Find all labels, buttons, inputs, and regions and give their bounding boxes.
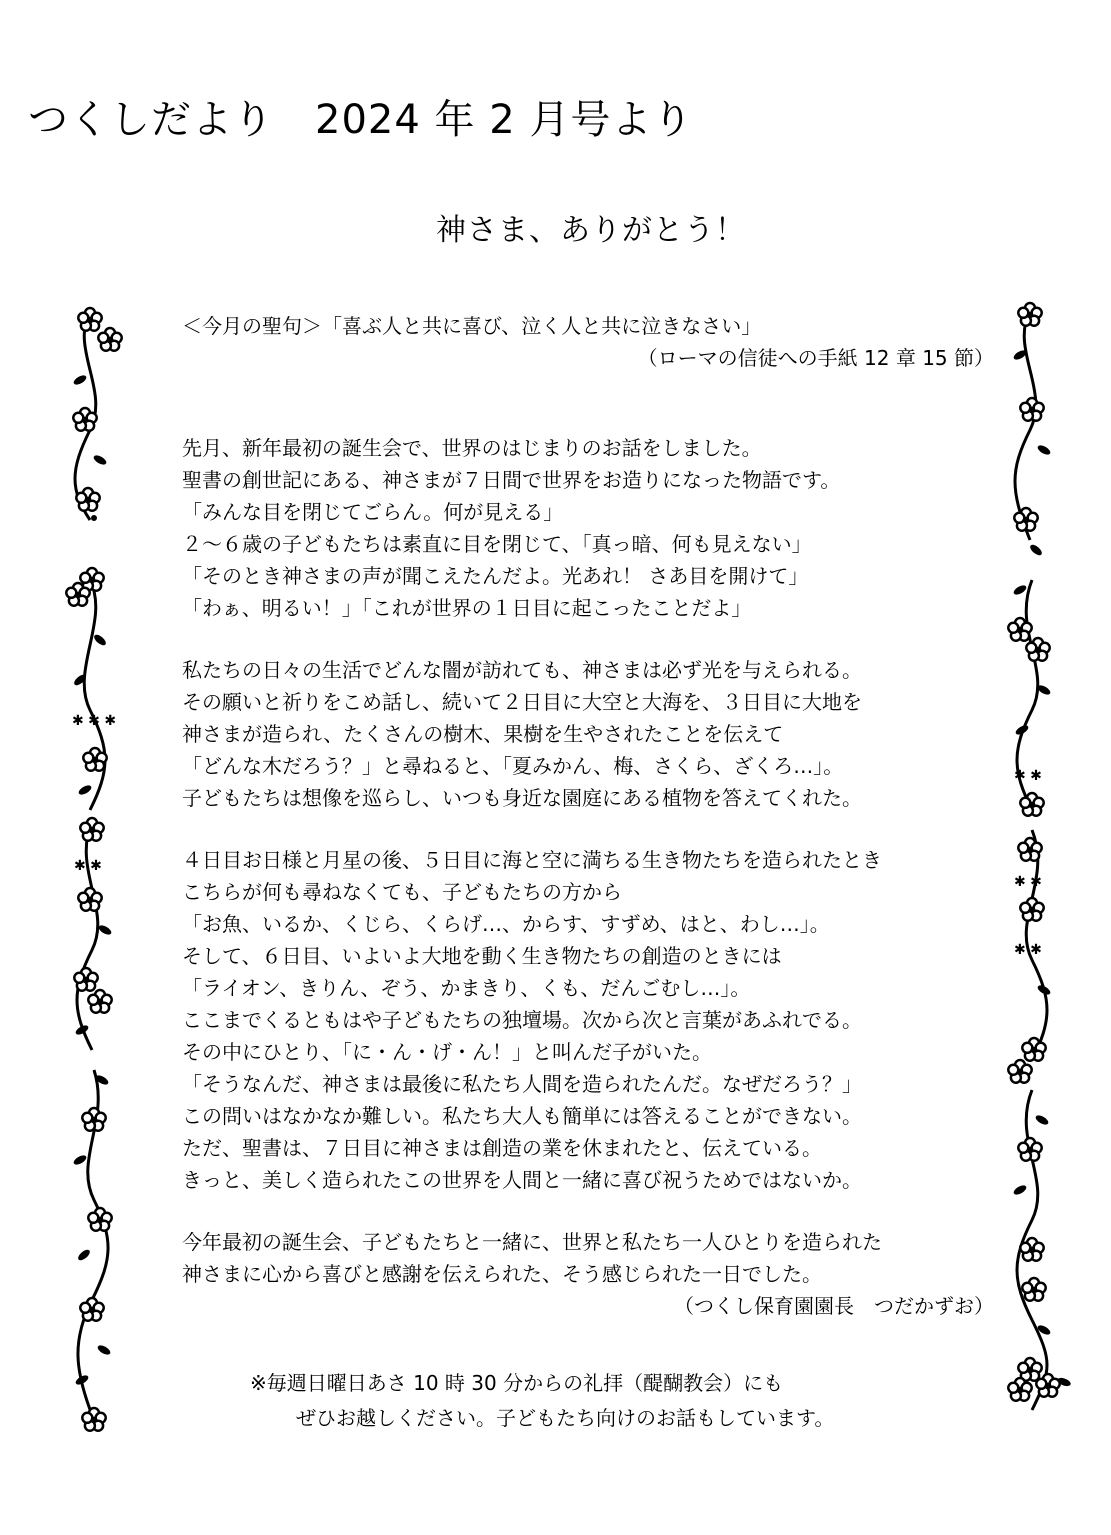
paragraph-line: 「そうなんだ、神さまは最後に私たち人間を造られたんだ。なぜだろう？」 [182, 1072, 862, 1096]
svg-text:✱ ✱: ✱ ✱ [1014, 942, 1042, 958]
svg-text:✱ ✱ ✱: ✱ ✱ ✱ [72, 713, 117, 729]
paragraph-line: 「どんな木だろう？」と尋ねると、「夏みかん、梅、さくら、ざくろ…」。 [182, 754, 844, 778]
svg-text:✱ ✱: ✱ ✱ [1014, 874, 1042, 890]
paragraph-line: 聖書の創世記にある、神さまが７日間で世界をお造りになった物語です。 [182, 468, 841, 492]
article-headline: 神さま、ありがとう！ [436, 213, 746, 248]
paragraph-2 [182, 654, 994, 814]
paragraph-line: この問いはなかなか難しい。私たち大人も簡単には答えることができない。 [182, 1104, 862, 1128]
notice-line-1: ※毎週日曜日あさ 10 時 30 分からの礼拝（醍醐教会）にも [250, 1371, 784, 1395]
paragraph-line: そして、６日目、いよいよ大地を動く生き物たちの創造のときには [182, 944, 782, 968]
paragraph-line: こちらが何も尋ねなくても、子どもたちの方から [182, 880, 622, 904]
paragraph-line: 神さまが造られ、たくさんの樹木、果樹を生やされたことを伝えて [182, 722, 784, 746]
paragraph-line: 「お魚、いるか、くじら、くらげ…、からす、すずめ、はと、わし…」。 [182, 912, 830, 936]
paragraph-line: きっと、美しく造られたこの世界を人間と一緒に喜び祝うためではないか。 [182, 1168, 862, 1192]
paragraph-line: 今年最初の誕生会、子どもたちと一緒に、世界と私たち一人ひとりを造られた [182, 1230, 882, 1254]
paragraph-line: 先月、新年最初の誕生会で、世界のはじまりのお話をしました。 [182, 436, 762, 460]
paragraph-line: 子どもたちは想像を巡らし、いつも身近な園庭にある植物を答えてくれた。 [182, 786, 862, 810]
paragraph-line: 「そのとき神さまの声が聞こえたんだよ。光あれ！ さあ目を開けて」 [182, 564, 809, 588]
paragraph-line: その願いと祈りをこめ話し、続いて２日目に大空と大海を、３日目に大地を [182, 690, 862, 714]
paragraph-line: ２～６歳の子どもたちは素直に目を閉じて、「真っ暗、何も見えない」 [182, 532, 812, 556]
notice-line-2: ぜひお越しください。子どもたち向けのお話もしています。 [296, 1406, 835, 1430]
right-floral-vine-decoration [990, 290, 1080, 1450]
paragraph-line: 私たちの日々の生活でどんな闇が訪れても、神さまは必ず光を与えられる。 [182, 658, 862, 682]
left-floral-vine-decoration [50, 290, 130, 1450]
paragraph-line: ここまでくるともはや子どもたちの独壇場。次から次と言葉があふれでる。 [182, 1008, 862, 1032]
paragraph-1 [182, 432, 994, 624]
verse-citation: （ローマの信徒への手紙 12 章 15 節） [637, 346, 994, 370]
article-body [182, 310, 994, 1322]
masthead-title: つくしだより 2024 年 2 月号より [28, 97, 694, 143]
paragraph-3 [182, 844, 994, 1196]
signature: （つくし保育園園長 つだかずお） [674, 1294, 994, 1318]
paragraph-line: ４日目お日様と月星の後、５日目に海と空に満ちる生き物たちを造られたとき [182, 848, 882, 872]
paragraph-line: 神さまに心から喜びと感謝を伝えられた、そう感じられた一日でした。 [182, 1262, 822, 1286]
paragraph-4 [182, 1226, 994, 1290]
paragraph-line: その中にひとり、「に・ん・げ・ん！」と叫んだ子がいた。 [182, 1040, 712, 1064]
paragraph-line: 「ライオン、きりん、ぞう、かまきり、くも、だんごむし…」。 [182, 976, 751, 1000]
worship-notice [0, 1366, 1111, 1436]
paragraph-line: 「みんな目を閉じてごらん。何が見える」 [182, 500, 564, 524]
svg-text:✱ ✱: ✱ ✱ [1014, 768, 1042, 784]
paragraph-line: 「わぁ、明るい！」「これが世界の１日目に起こったことだよ」 [182, 596, 752, 620]
verse-text: ＜今月の聖句＞「喜ぶ人と共に喜び、泣く人と共に泣きなさい」 [182, 314, 762, 338]
svg-text:✱ ✱: ✱ ✱ [74, 858, 102, 874]
paragraph-line: ただ、聖書は、７日目に神さまは創造の業を休まれたと、伝えている。 [182, 1136, 822, 1160]
